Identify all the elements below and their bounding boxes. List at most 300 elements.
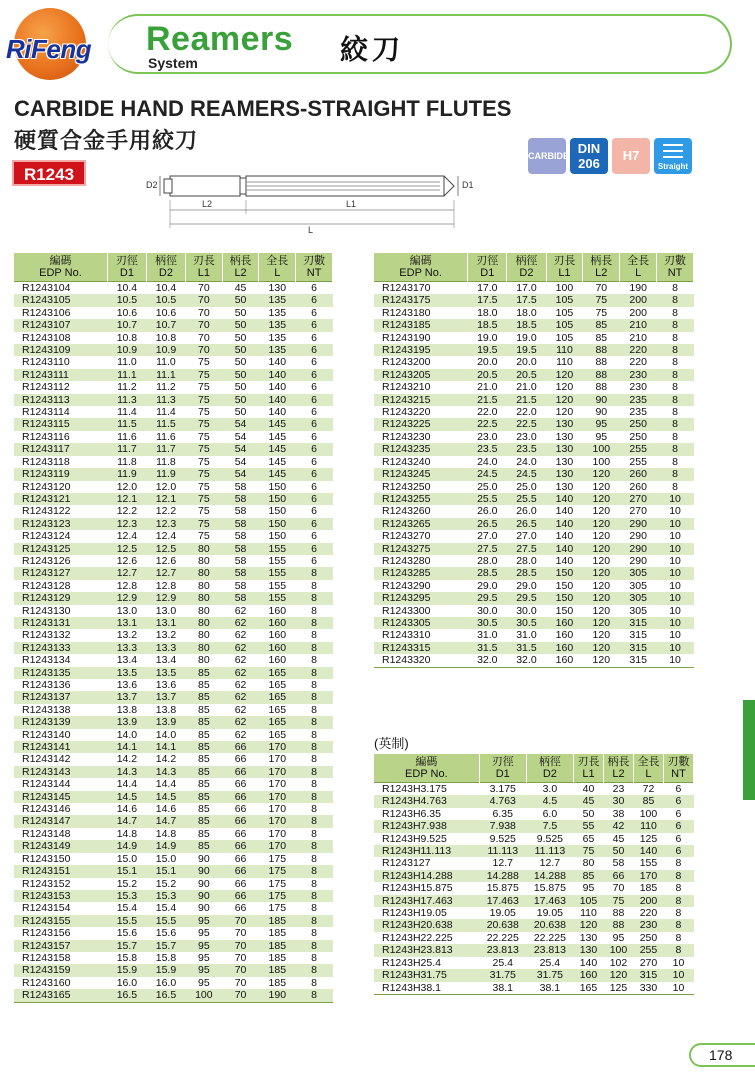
- column-header-cn: 全長: [637, 756, 660, 768]
- column-header-cn: 柄長: [590, 255, 613, 267]
- table-row: [374, 468, 694, 480]
- cell-d2: 21.5: [507, 394, 546, 406]
- cell-l2: 88: [612, 907, 625, 920]
- cell-l: 260: [620, 468, 657, 480]
- cell-d2: 9.525: [536, 832, 564, 845]
- cell-d2: 4.5: [526, 795, 573, 807]
- cell-d1: 22.0: [477, 406, 498, 419]
- cell-d2: 12.3: [146, 518, 185, 530]
- cell-l2: 50: [234, 356, 247, 369]
- cell-d1: 10.4: [116, 282, 138, 294]
- cell-edp: R1243150: [22, 852, 71, 865]
- cell-d1: 27.0: [477, 530, 498, 543]
- cell-l: 185: [259, 915, 296, 927]
- cell-edp: R1243120: [22, 480, 71, 493]
- cell-l2: 58: [222, 543, 259, 555]
- cell-l1: 85: [185, 766, 222, 778]
- cell-l2: 120: [592, 480, 611, 493]
- cell-d1: 12.4: [116, 530, 138, 543]
- cell-edp: R1243210: [382, 381, 431, 394]
- column-header-d1: [479, 754, 526, 783]
- cell-d1: 18.5: [468, 319, 507, 331]
- cell-l1: 75: [573, 845, 603, 857]
- cell-l2: 42: [603, 820, 633, 832]
- cell-nt: 8: [311, 679, 317, 691]
- cell-l2: 75: [603, 895, 633, 907]
- cell-l: 130: [268, 282, 287, 294]
- cell-l2: 50: [234, 306, 247, 319]
- cell-l: 315: [633, 969, 663, 981]
- cell-d2: 11.6: [156, 430, 176, 443]
- cell-l1: 85: [185, 815, 222, 827]
- cell-nt: 10: [657, 642, 694, 654]
- table-row: [14, 332, 333, 344]
- cell-nt: 8: [663, 895, 693, 907]
- cell-d1: 12.2: [116, 505, 138, 518]
- cell-d1: 11.4: [117, 406, 137, 419]
- table-row: [14, 853, 333, 865]
- cell-l1: 130: [555, 480, 574, 493]
- column-header-cn: 編碼: [49, 255, 72, 267]
- cell-edp: R1243H19.05: [382, 907, 447, 920]
- cell-l2: 70: [234, 976, 247, 989]
- din-badge: [570, 138, 608, 174]
- product-title-cn: 硬質合金手用絞刀: [14, 128, 199, 153]
- table-row: [14, 791, 333, 803]
- cell-nt: 8: [657, 468, 694, 480]
- cell-edp: R1243126: [22, 554, 71, 567]
- cell-nt: 8: [296, 766, 333, 778]
- table-row: [14, 307, 333, 319]
- cell-l: 270: [620, 493, 657, 505]
- cell-nt: 8: [296, 667, 333, 679]
- cell-d1: 13.5: [107, 667, 146, 679]
- cell-nt: 10: [669, 554, 681, 567]
- cell-l: 150: [268, 530, 287, 543]
- cell-d2: 12.6: [155, 554, 177, 567]
- cell-l1: 75: [185, 468, 222, 480]
- cell-d2: 26.5: [507, 518, 546, 530]
- cell-l: 135: [268, 306, 287, 319]
- cell-nt: 6: [296, 468, 333, 480]
- cell-l2: 100: [592, 455, 611, 468]
- cell-d1: 17.463: [479, 895, 526, 907]
- cell-l1: 65: [582, 832, 595, 845]
- cell-edp: R1243235: [374, 443, 468, 455]
- cell-d1: 15.3: [107, 890, 146, 902]
- cell-edp: R1243131: [14, 617, 107, 629]
- table-row: [14, 592, 333, 604]
- cell-nt: 10: [657, 518, 694, 530]
- cell-l: 150: [268, 505, 287, 518]
- cell-l2: 90: [583, 394, 620, 406]
- cell-nt: 10: [672, 981, 685, 994]
- table-row: [374, 543, 694, 555]
- cell-nt: 10: [669, 530, 681, 543]
- cell-l: 135: [268, 331, 287, 344]
- table-header: [374, 754, 694, 783]
- cell-l1: 85: [197, 679, 210, 691]
- cell-l: 145: [259, 443, 296, 455]
- table-row: [14, 865, 333, 877]
- column-header-l1: [546, 253, 583, 282]
- cell-edp: R1243300: [382, 604, 431, 617]
- cell-d1: 14.0: [116, 728, 138, 741]
- table-row: [14, 964, 333, 976]
- cell-d1: 12.5: [107, 543, 146, 555]
- cell-nt: 6: [663, 795, 693, 807]
- cell-d2: 17.5: [507, 294, 546, 306]
- column-header-en: D1: [480, 267, 495, 279]
- cell-edp: R1243149: [14, 840, 107, 852]
- cell-l2: 50: [222, 394, 259, 406]
- cell-d2: 17.463: [526, 895, 573, 907]
- cell-l2: 95: [612, 931, 625, 944]
- cell-l: 160: [259, 617, 296, 629]
- cell-l2: 66: [222, 791, 259, 803]
- column-header-cn: 刃徑: [115, 255, 138, 267]
- cell-d1: 15.875: [486, 882, 519, 895]
- cell-d1: 11.9: [107, 468, 146, 480]
- cell-d1: 28.5: [468, 567, 507, 579]
- cell-l2: 120: [592, 604, 611, 617]
- cell-edp: R1243135: [14, 667, 107, 679]
- cell-nt: 8: [296, 815, 333, 827]
- cell-l1: 75: [197, 455, 210, 468]
- cell-l1: 105: [555, 306, 574, 319]
- column-header-d2: [146, 253, 185, 282]
- table-row: [14, 493, 333, 505]
- cell-l2: 120: [592, 579, 611, 592]
- cell-l: 315: [620, 617, 657, 629]
- cell-d2: 23.813: [526, 944, 573, 956]
- cell-d1: 31.0: [477, 629, 498, 642]
- cell-nt: 8: [675, 882, 682, 895]
- cell-nt: 8: [657, 418, 694, 430]
- cell-edp: R1243H14.288: [374, 870, 479, 882]
- cell-l: 315: [629, 629, 647, 642]
- table-row: [374, 555, 694, 567]
- table-row: [374, 456, 694, 468]
- cell-d2: 15.9: [146, 964, 185, 976]
- column-header-cn: 刃數: [664, 255, 687, 267]
- table-row: [14, 443, 333, 455]
- column-header-d2: [526, 754, 573, 783]
- table-row: [14, 977, 333, 989]
- cell-l1: 80: [197, 554, 210, 567]
- cell-edp: R1243200: [382, 356, 431, 369]
- cell-nt: 8: [311, 629, 317, 642]
- table-row: [14, 282, 333, 295]
- column-header-d2: [507, 253, 546, 282]
- cell-d2: 13.5: [146, 667, 185, 679]
- cell-d1: 12.7: [492, 857, 513, 870]
- cell-l1: 55: [573, 820, 603, 832]
- cell-l2: 58: [234, 554, 247, 567]
- cell-l2: 50: [222, 344, 259, 356]
- table-row: [374, 481, 694, 493]
- cell-edp: R1243H9.525: [382, 832, 447, 845]
- table-row: [14, 704, 333, 716]
- cell-edp: R1243148: [22, 827, 71, 840]
- cell-d2: 10.9: [146, 344, 185, 356]
- cell-d2: 13.2: [155, 629, 177, 642]
- column-header-en: D1: [495, 768, 510, 780]
- cell-d1: 15.2: [116, 877, 138, 890]
- column-header-cn: 刃徑: [476, 255, 499, 267]
- cell-l2: 120: [583, 567, 620, 579]
- column-header-en: EDP No.: [399, 267, 442, 279]
- brand-logo: RiFeng: [6, 34, 92, 64]
- cell-d2: 11.4: [156, 406, 176, 419]
- cell-nt: 6: [675, 832, 682, 845]
- cell-nt: 8: [675, 907, 682, 920]
- cell-l: 170: [268, 778, 287, 791]
- cell-d1: 23.5: [468, 443, 507, 455]
- cell-l1: 90: [197, 852, 210, 865]
- cell-l2: 70: [222, 940, 259, 952]
- table-row: [14, 766, 333, 778]
- cell-nt: 8: [311, 976, 317, 989]
- cell-edp: R1243117: [14, 443, 107, 455]
- cell-l2: 120: [592, 629, 611, 642]
- cell-edp: R1243190: [382, 331, 431, 344]
- cell-l: 260: [629, 480, 647, 493]
- cell-l2: 66: [234, 753, 247, 766]
- cell-d2: 14.1: [146, 741, 185, 753]
- table-row: [14, 741, 333, 753]
- cell-d2: 14.6: [155, 803, 177, 816]
- cell-nt: 8: [663, 870, 693, 882]
- column-header-cn: 刃長: [553, 255, 576, 267]
- cell-l2: 120: [583, 592, 620, 604]
- column-header-en: NT: [671, 768, 686, 780]
- cell-edp: R1243205: [374, 369, 468, 381]
- cell-nt: 8: [311, 803, 317, 816]
- section-side-tab: [743, 700, 755, 800]
- cell-edp: R1243118: [22, 455, 70, 468]
- cell-d1: 24.5: [468, 468, 507, 480]
- cell-nt: 8: [296, 940, 333, 952]
- cell-edp: R1243108: [22, 331, 71, 344]
- cell-d2: 13.1: [146, 617, 185, 629]
- cell-l: 170: [259, 741, 296, 753]
- cell-l: 290: [620, 543, 657, 555]
- cell-edp: R1243124: [22, 530, 71, 543]
- cell-d1: 24.0: [477, 455, 498, 468]
- cell-l1: 100: [555, 282, 574, 294]
- cell-nt: 6: [296, 443, 333, 455]
- cell-d2: 10.6: [155, 306, 177, 319]
- cell-d1: 15.1: [107, 865, 146, 877]
- cell-d1: 31.5: [468, 642, 507, 654]
- cell-l2: 70: [595, 282, 608, 294]
- cell-l2: 100: [583, 443, 620, 455]
- cell-l1: 160: [573, 969, 603, 981]
- cell-l1: 130: [573, 944, 603, 956]
- cell-l1: 130: [546, 443, 583, 455]
- cell-l1: 85: [197, 827, 210, 840]
- cell-d2: 14.4: [155, 778, 177, 791]
- table-row: [14, 667, 333, 679]
- cell-l: 150: [259, 518, 296, 530]
- cell-nt: 8: [672, 331, 678, 344]
- cell-l2: 125: [609, 981, 628, 994]
- spec-table-imperial: [374, 754, 694, 995]
- cell-d2: 27.5: [507, 543, 546, 555]
- cell-l1: 80: [185, 567, 222, 579]
- column-header-en: L: [645, 768, 652, 780]
- cell-d1: 29.0: [477, 579, 498, 592]
- table-row: [14, 505, 333, 517]
- cell-d2: 15.8: [155, 951, 177, 964]
- cell-nt: 6: [296, 418, 333, 430]
- table-row: [374, 629, 694, 641]
- cell-edp: R1243265: [374, 518, 468, 530]
- cell-d1: 11.0: [117, 356, 137, 369]
- cell-l: 135: [259, 344, 296, 356]
- cell-l1: 120: [546, 369, 583, 381]
- column-header-cn: 編碼: [409, 255, 432, 267]
- cell-l1: 160: [555, 654, 574, 667]
- cell-nt: 8: [311, 604, 317, 617]
- table-row: [374, 820, 694, 832]
- cell-d2: 13.0: [155, 604, 177, 617]
- cell-edp: R1243123: [14, 518, 107, 530]
- cell-nt: 8: [296, 915, 333, 927]
- table-row: [14, 530, 333, 542]
- column-header-l2: [583, 253, 620, 282]
- cell-l2: 85: [595, 331, 608, 344]
- table-row: [374, 282, 694, 295]
- cell-l1: 45: [573, 795, 603, 807]
- cell-l: 250: [620, 418, 657, 430]
- cell-l1: 140: [579, 956, 598, 969]
- table-row: [14, 729, 333, 741]
- cell-edp: R1243195: [374, 344, 468, 356]
- cell-edp: R1243138: [22, 703, 71, 716]
- table-row: [14, 518, 333, 530]
- straight-flute-icon: [663, 144, 683, 158]
- cell-l: 220: [639, 907, 658, 920]
- table-row: [14, 840, 333, 852]
- table-row: [14, 828, 333, 840]
- product-code-badge: R1243: [12, 160, 86, 186]
- cell-l1: 105: [546, 319, 583, 331]
- cell-l: 175: [268, 852, 287, 865]
- cell-l2: 50: [234, 331, 247, 344]
- column-header-en: L2: [612, 768, 625, 780]
- cell-l2: 58: [234, 579, 247, 592]
- cell-l1: 120: [555, 381, 574, 394]
- cell-l: 170: [259, 791, 296, 803]
- cell-l: 175: [259, 890, 296, 902]
- cell-d2: 23.5: [507, 443, 546, 455]
- cell-nt: 10: [657, 543, 694, 555]
- cell-nt: 8: [675, 931, 682, 944]
- cell-edp: R1243305: [374, 617, 468, 629]
- cell-d2: 15.5: [146, 915, 185, 927]
- cell-l1: 75: [185, 418, 222, 430]
- column-header-en: L1: [558, 267, 571, 279]
- column-header-cn: 柄徑: [515, 255, 538, 267]
- table-row: [374, 356, 694, 368]
- table-row: [14, 356, 333, 368]
- cell-d2: 15.6: [155, 927, 177, 940]
- cell-l2: 66: [234, 803, 247, 816]
- cell-edp: R1243H22.225: [382, 931, 453, 944]
- cell-d2: 15.0: [155, 852, 177, 865]
- cell-l1: 85: [573, 870, 603, 882]
- cell-l: 145: [268, 430, 287, 443]
- table-row: [374, 493, 694, 505]
- table-row: [374, 344, 694, 356]
- cell-edp: R1243156: [22, 927, 71, 940]
- cell-l: 250: [629, 430, 647, 443]
- column-header-en: L1: [582, 768, 595, 780]
- cell-edp: R1243153: [14, 890, 107, 902]
- column-header-en: L: [635, 267, 642, 279]
- cell-l1: 130: [546, 468, 583, 480]
- cell-l1: 75: [197, 406, 210, 419]
- cell-l2: 120: [583, 468, 620, 480]
- cell-d1: 17.0: [477, 282, 498, 294]
- table-row: [14, 319, 333, 331]
- cell-l2: 120: [592, 554, 611, 567]
- cell-l1: 75: [197, 530, 210, 543]
- cell-d2: 12.0: [155, 480, 177, 493]
- cell-l1: 110: [580, 907, 597, 920]
- cell-l1: 75: [197, 381, 210, 394]
- cell-edp: R1243170: [382, 282, 431, 294]
- cell-l1: 95: [197, 976, 210, 989]
- cell-nt: 8: [672, 306, 678, 319]
- cell-edp: R1243113: [14, 394, 107, 406]
- cell-d2: 20.5: [507, 369, 546, 381]
- cell-d2: 12.2: [155, 505, 177, 518]
- cell-d1: 15.4: [116, 902, 138, 915]
- cell-d1: 15.0: [116, 852, 138, 865]
- cell-edp: R1243245: [374, 468, 468, 480]
- cell-d1: 10.7: [107, 319, 146, 331]
- cell-l2: 88: [583, 369, 620, 381]
- cell-d1: 14.288: [479, 870, 526, 882]
- table-row: [14, 815, 333, 827]
- cell-l: 155: [268, 579, 287, 592]
- cell-d1: 14.9: [107, 840, 146, 852]
- cell-d1: 14.8: [116, 827, 138, 840]
- cell-d2: 30.0: [516, 604, 537, 617]
- cell-d2: 31.75: [526, 969, 573, 981]
- table-row: [14, 927, 333, 939]
- table-row: [374, 642, 694, 654]
- cell-d2: 16.5: [146, 989, 185, 1002]
- cell-edp: R1243145: [14, 791, 107, 803]
- cell-l: 315: [620, 642, 657, 654]
- cell-l2: 70: [234, 927, 247, 940]
- spec-table-left: [14, 253, 333, 1003]
- cell-edp: R1243106: [22, 306, 71, 319]
- cell-edp: R1243290: [382, 579, 431, 592]
- cell-nt: 8: [296, 716, 333, 728]
- cell-edp: R1243141: [14, 741, 107, 753]
- cell-l1: 75: [185, 493, 222, 505]
- cell-l2: 120: [592, 530, 611, 543]
- cell-nt: 6: [311, 331, 317, 344]
- cell-l1: 85: [197, 728, 210, 741]
- cell-nt: 8: [672, 480, 678, 493]
- cell-nt: 8: [672, 381, 678, 394]
